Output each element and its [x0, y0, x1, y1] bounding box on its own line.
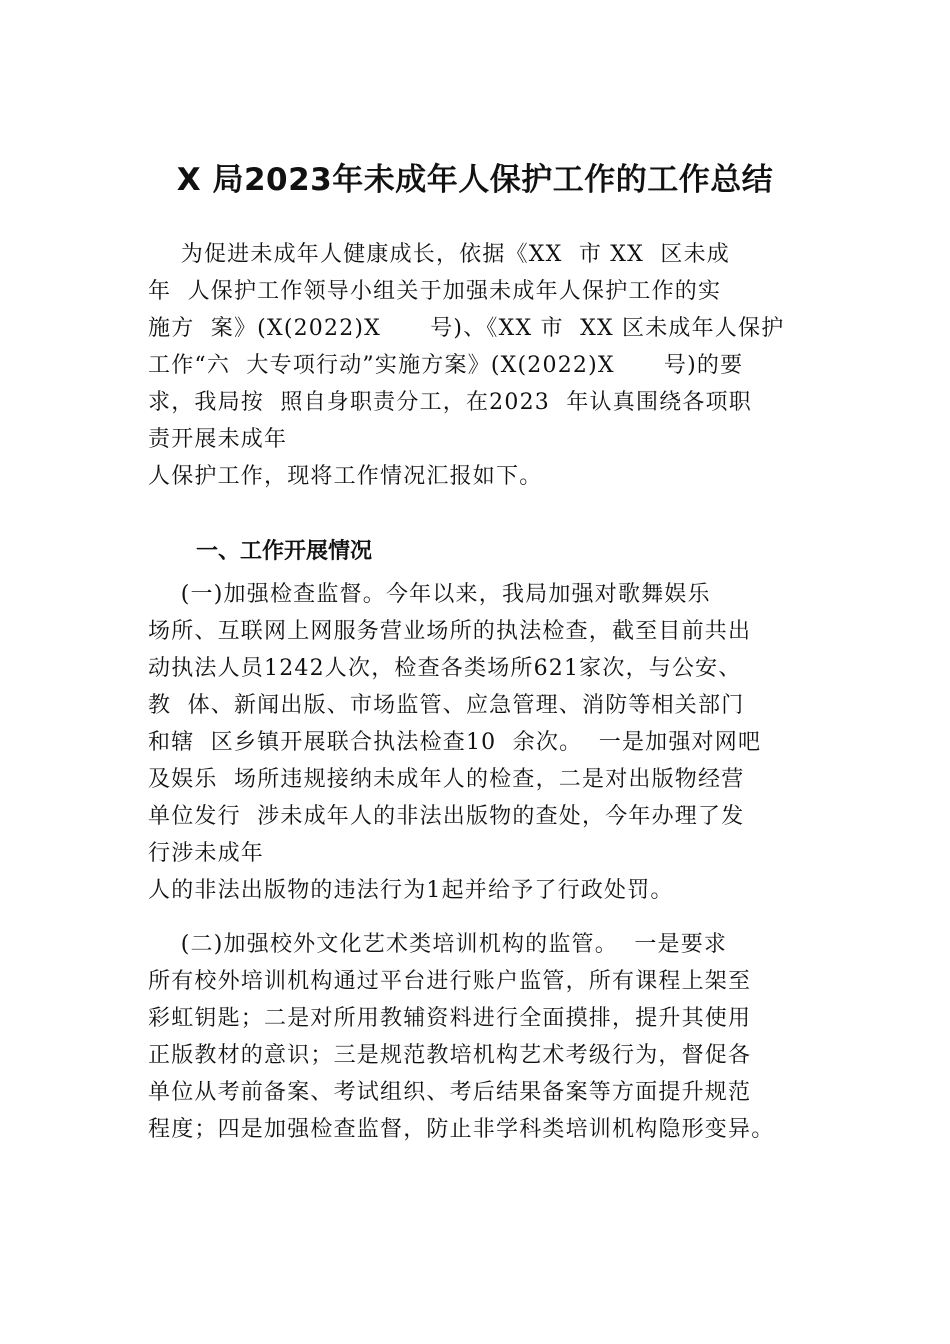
- paragraph-line: 所有校外培训机构通过平台进行账户监管，所有课程上架至: [148, 969, 752, 994]
- paragraph-line: 人的非法出版物的违法行为1起并给予了行政处罚。: [148, 878, 674, 903]
- paragraph-line: 行涉未成年: [148, 841, 265, 866]
- paragraph-line: 及娱乐 场所违规接纳未成年人的检查，二是对出版物经营: [148, 767, 745, 792]
- paragraph-line: 单位从考前备案、考试组织、考后结果备案等方面提升规范: [148, 1080, 752, 1105]
- paragraph-line: (一)加强检查监督。今年以来，我局加强对歌舞娱乐: [148, 582, 711, 607]
- paragraph-line: 正版教材的意识；三是规范教培机构艺术考级行为，督促各: [148, 1043, 752, 1068]
- paragraph-line: (二)加强校外文化艺术类培训机构的监管。 一是要求: [148, 932, 728, 957]
- intro-line: 年 人保护工作领导小组关于加强未成年人保护工作的实: [148, 279, 722, 304]
- intro-line: 施方 案》(X(2022)X 号)、《XX 市 XX 区未成年人保护: [148, 316, 785, 341]
- paragraph-line: 单位发行 涉未成年人的非法出版物的查处，今年办理了发: [148, 804, 745, 829]
- document-title: X 局2023年未成年人保护工作的工作总结: [176, 162, 774, 198]
- section-heading: 一、工作开展情况: [196, 539, 373, 564]
- intro-line: 工作“六 大专项行动”实施方案》(X(2022)X 号)的要: [148, 353, 744, 378]
- paragraph-line: 和辖 区乡镇开展联合执法检查10 余次。 一是加强对网吧: [148, 730, 762, 755]
- paragraph-line: 动执法人员1242人次，检查各类场所621家次，与公安、: [148, 656, 742, 681]
- intro-line: 责开展未成年: [148, 427, 288, 452]
- intro-line: 人保护工作，现将工作情况汇报如下。: [148, 464, 543, 489]
- paragraph-line: 场所、互联网上网服务营业场所的执法检查，截至目前共出: [148, 619, 752, 644]
- intro-line: 求，我局按 照自身职责分工，在2023 年认真围绕各项职: [148, 390, 752, 415]
- paragraph-line: 教 体、新闻出版、市场监管、应急管理、消防等相关部门: [148, 693, 745, 718]
- paragraph-line: 程度；四是加强检查监督，防止非学科类培训机构隐形变异。: [148, 1117, 775, 1142]
- paragraph-line: 彩虹钥匙；二是对所用教辅资料进行全面摸排，提升其使用: [148, 1006, 752, 1031]
- intro-line: 为促进未成年人健康成长，依据《XX 市 XX 区未成: [148, 242, 730, 267]
